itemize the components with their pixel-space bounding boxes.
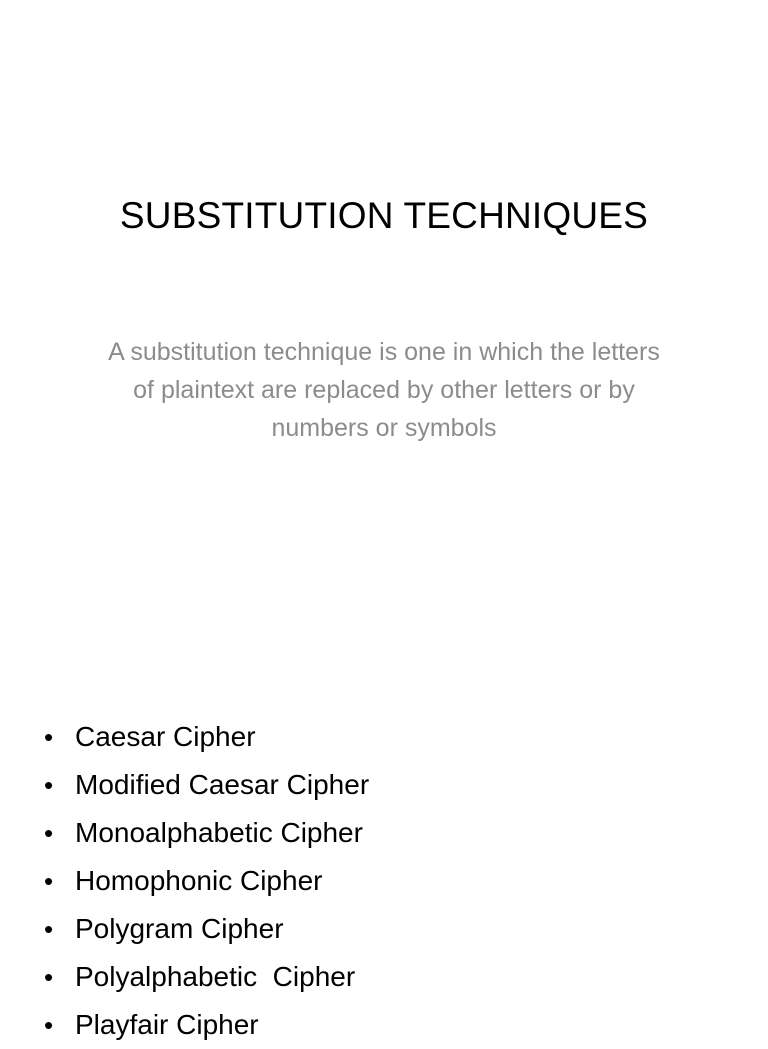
bullet-icon: • [44, 962, 54, 992]
list-item [0, 809, 768, 857]
list-item-label: Polyalphabetic Cipher [75, 961, 356, 992]
list-item [0, 1001, 768, 1049]
list-item-label: Homophonic Cipher [75, 865, 323, 896]
slide-title: SUBSTITUTION TECHNIQUES [119, 195, 649, 236]
bullet-icon: • [44, 1010, 54, 1040]
list-item [0, 953, 768, 1001]
technique-list [0, 713, 768, 1049]
list-item-label: Caesar Cipher [75, 721, 256, 752]
list-item [0, 905, 768, 953]
slide-subtitle: A substitution technique is one in which the letters of plaintext are replaced by other letters or by numbers or symbols [108, 338, 660, 442]
list-item-label: Playfair Cipher [75, 1009, 259, 1040]
bullet-icon: • [44, 818, 54, 848]
list-item-label: Monoalphabetic Cipher [75, 817, 363, 848]
bullet-icon: • [44, 722, 54, 752]
bullet-icon: • [44, 866, 54, 896]
list-item [0, 857, 768, 905]
list-item [0, 761, 768, 809]
list-item-label: Modified Caesar Cipher [75, 769, 370, 800]
bullet-icon: • [44, 914, 54, 944]
bullet-icon: • [44, 770, 54, 800]
list-item [0, 713, 768, 761]
list-item-label: Polygram Cipher [75, 913, 284, 944]
